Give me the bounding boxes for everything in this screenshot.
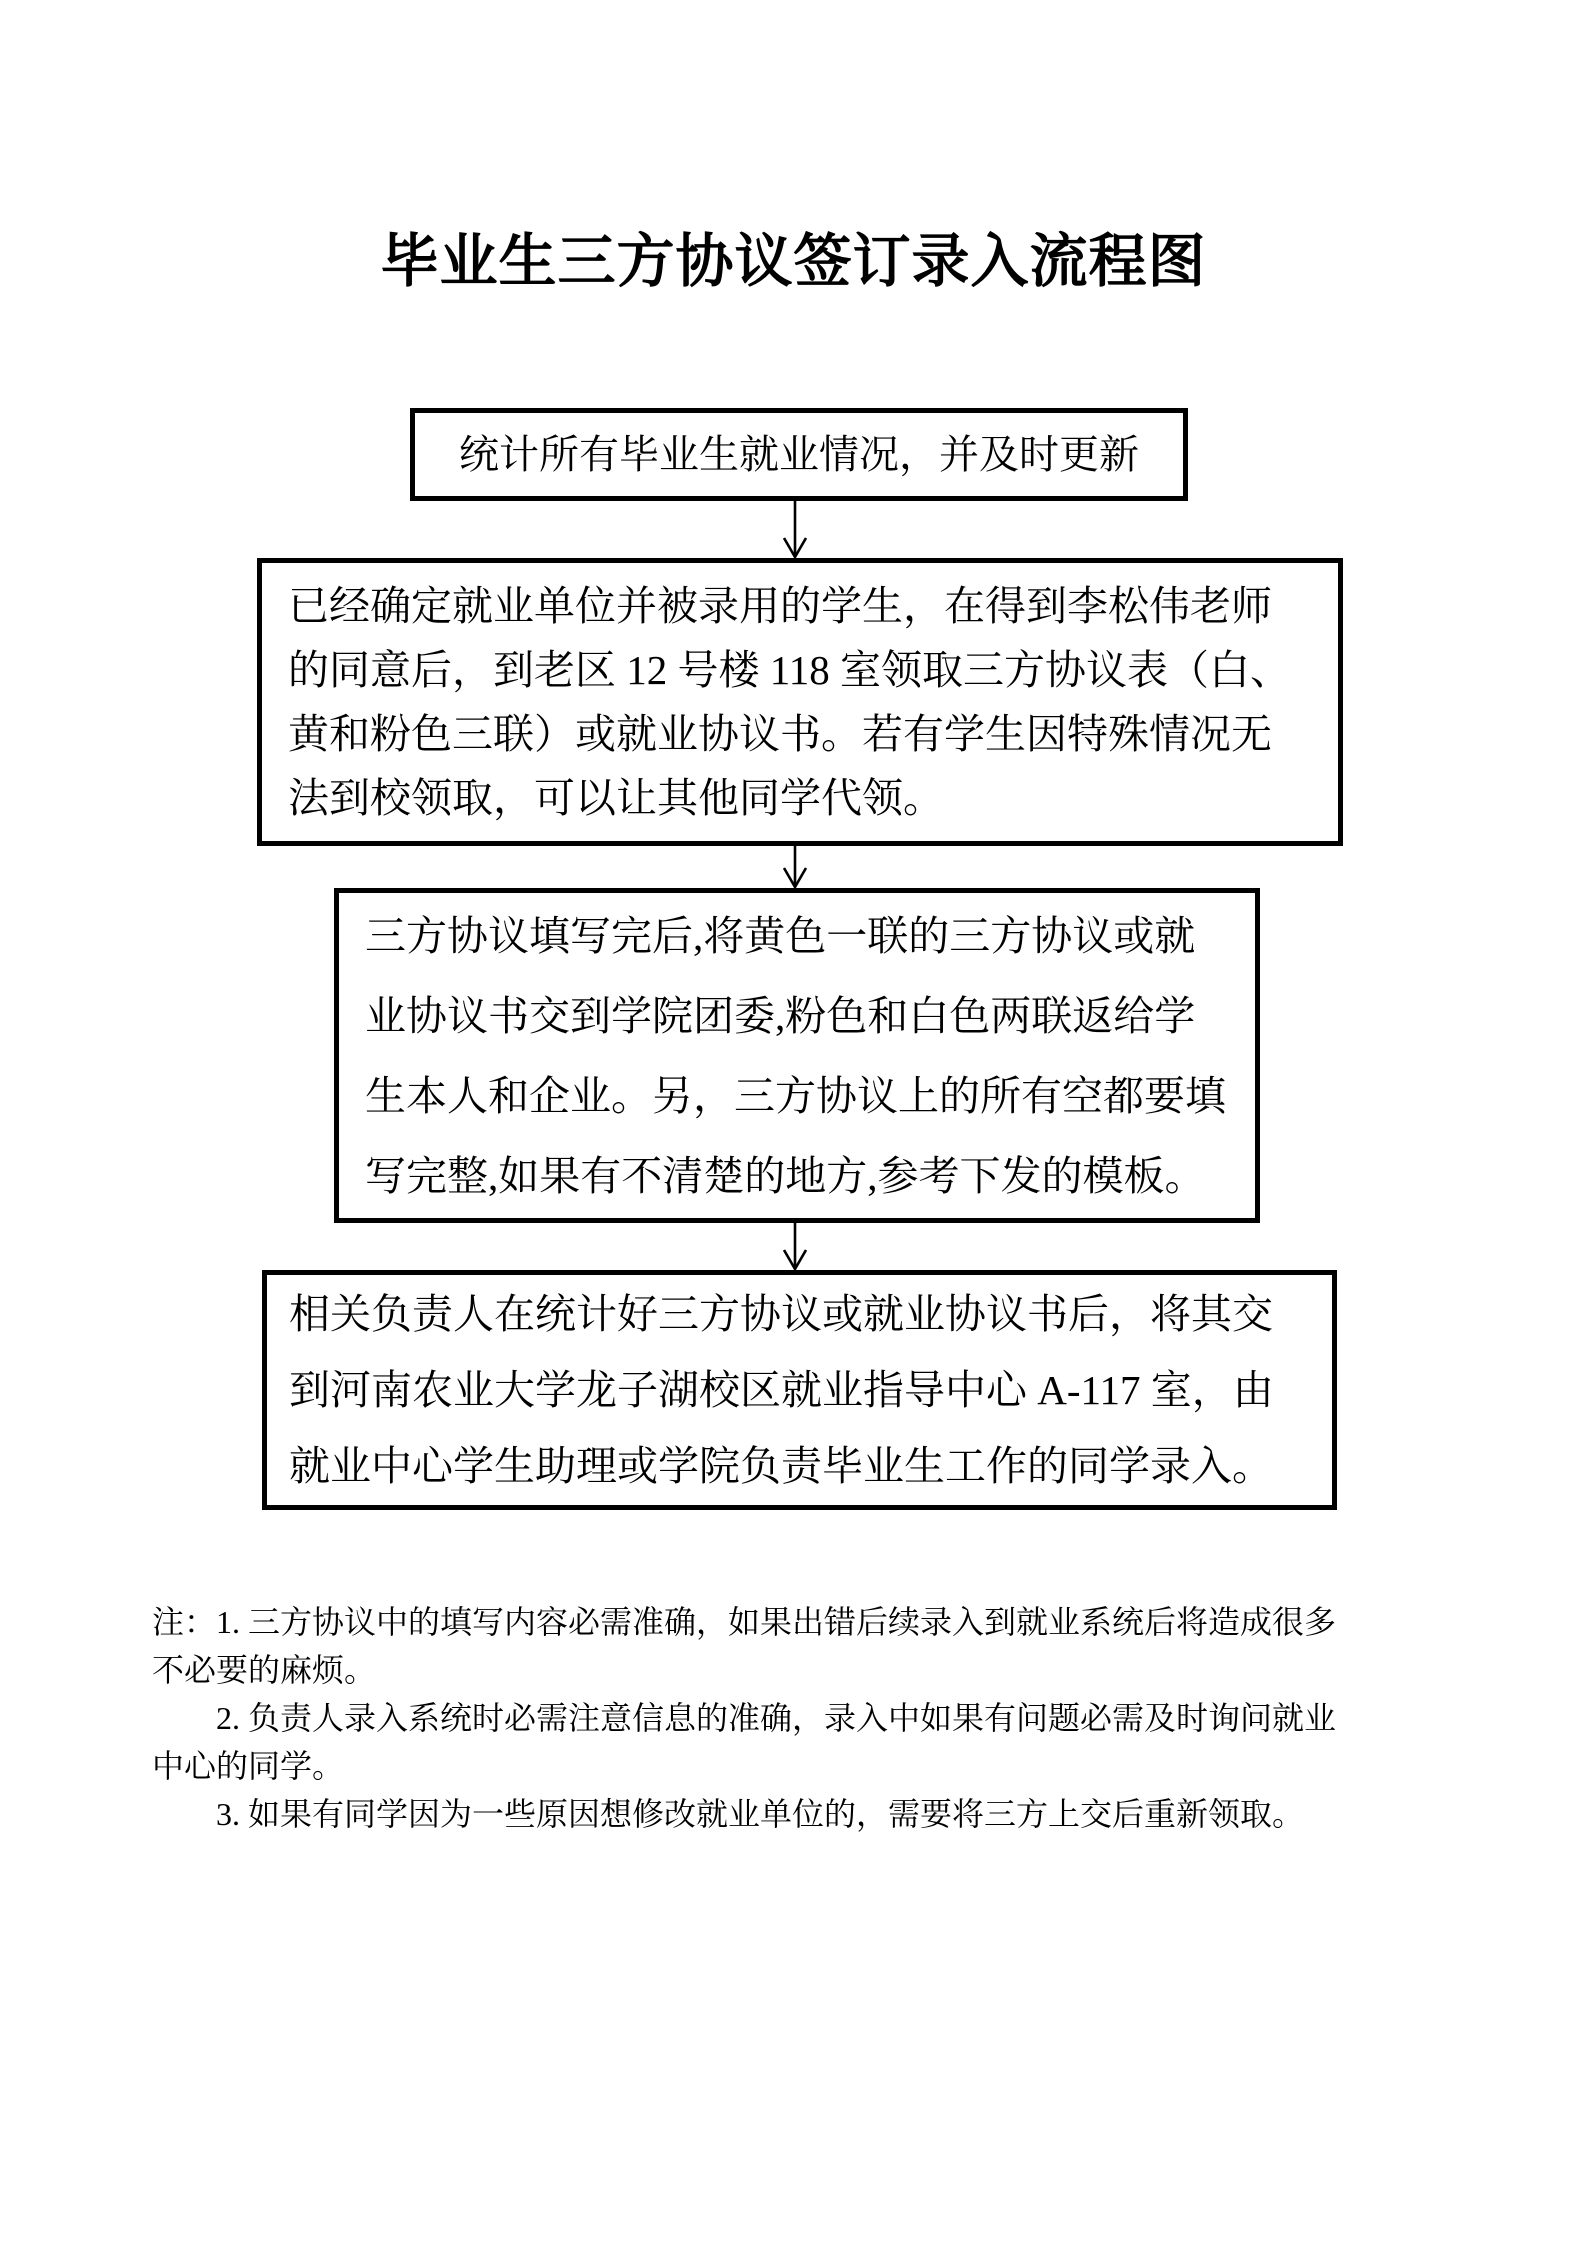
text-line: 业协议书交到学院团委,粉色和白色两联返给学: [365, 992, 1196, 1039]
down-arrow-icon-1: [780, 500, 810, 559]
page-title: 毕业生三方协议签订录入流程图: [380, 229, 1207, 294]
notes-section: [152, 1598, 1452, 1838]
text-line: 相关负责人在统计好三方协议或就业协议书后，将其交: [289, 1291, 1273, 1337]
flow-step-2: [257, 558, 1343, 846]
flow-step-4: [262, 1270, 1337, 1510]
note-line: 3. 如果有同学因为一些原因想修改就业单位的，需要将三方上交后重新领取。: [216, 1796, 1305, 1832]
text-line: 写完整,如果有不清楚的地方,参考下发的模板。: [365, 1152, 1206, 1199]
down-arrow-icon-3: [780, 1222, 810, 1271]
note-line: 注：1. 三方协议中的填写内容必需准确，如果出错后续录入到就业系统后将造成很多: [152, 1604, 1337, 1640]
flow-step-4-text: [267, 1276, 1332, 1504]
down-arrow-icon-2: [780, 845, 810, 889]
text-line: 就业中心学生助理或学院负责毕业生工作的同学录入。: [289, 1443, 1273, 1489]
text-line: 生本人和企业。另，三方协议上的所有空都要填: [365, 1072, 1226, 1119]
text-line: 黄和粉色三联）或就业协议书。若有学生因特殊情况无: [288, 711, 1272, 757]
text-line: 三方协议填写完后,将黄色一联的三方协议或就: [365, 912, 1196, 959]
flow-step-1: [410, 408, 1188, 501]
note-line: 2. 负责人录入系统时必需注意信息的准确，录入中如果有问题必需及时询问就业: [216, 1700, 1337, 1736]
text-line: 到河南农业大学龙子湖校区就业指导中心 A-117 室，由: [289, 1367, 1274, 1413]
flow-step-2-text: [262, 574, 1338, 830]
text-line: 的同意后，到老区 12 号楼 118 室领取三方协议表（白、: [288, 647, 1291, 693]
flow-step-3-text: [339, 896, 1255, 1216]
note-line: 中心的同学。: [152, 1748, 345, 1784]
text-line: 法到校领取，可以让其他同学代领。: [288, 775, 944, 821]
flow-step-3: [334, 888, 1260, 1223]
text-line: 已经确定就业单位并被录用的学生，在得到李松伟老师: [288, 583, 1272, 629]
text-line: 统计所有毕业生就业情况，并及时更新: [459, 431, 1139, 477]
flow-step-1-text: [415, 431, 1183, 479]
note-line: 不必要的麻烦。: [152, 1652, 377, 1688]
